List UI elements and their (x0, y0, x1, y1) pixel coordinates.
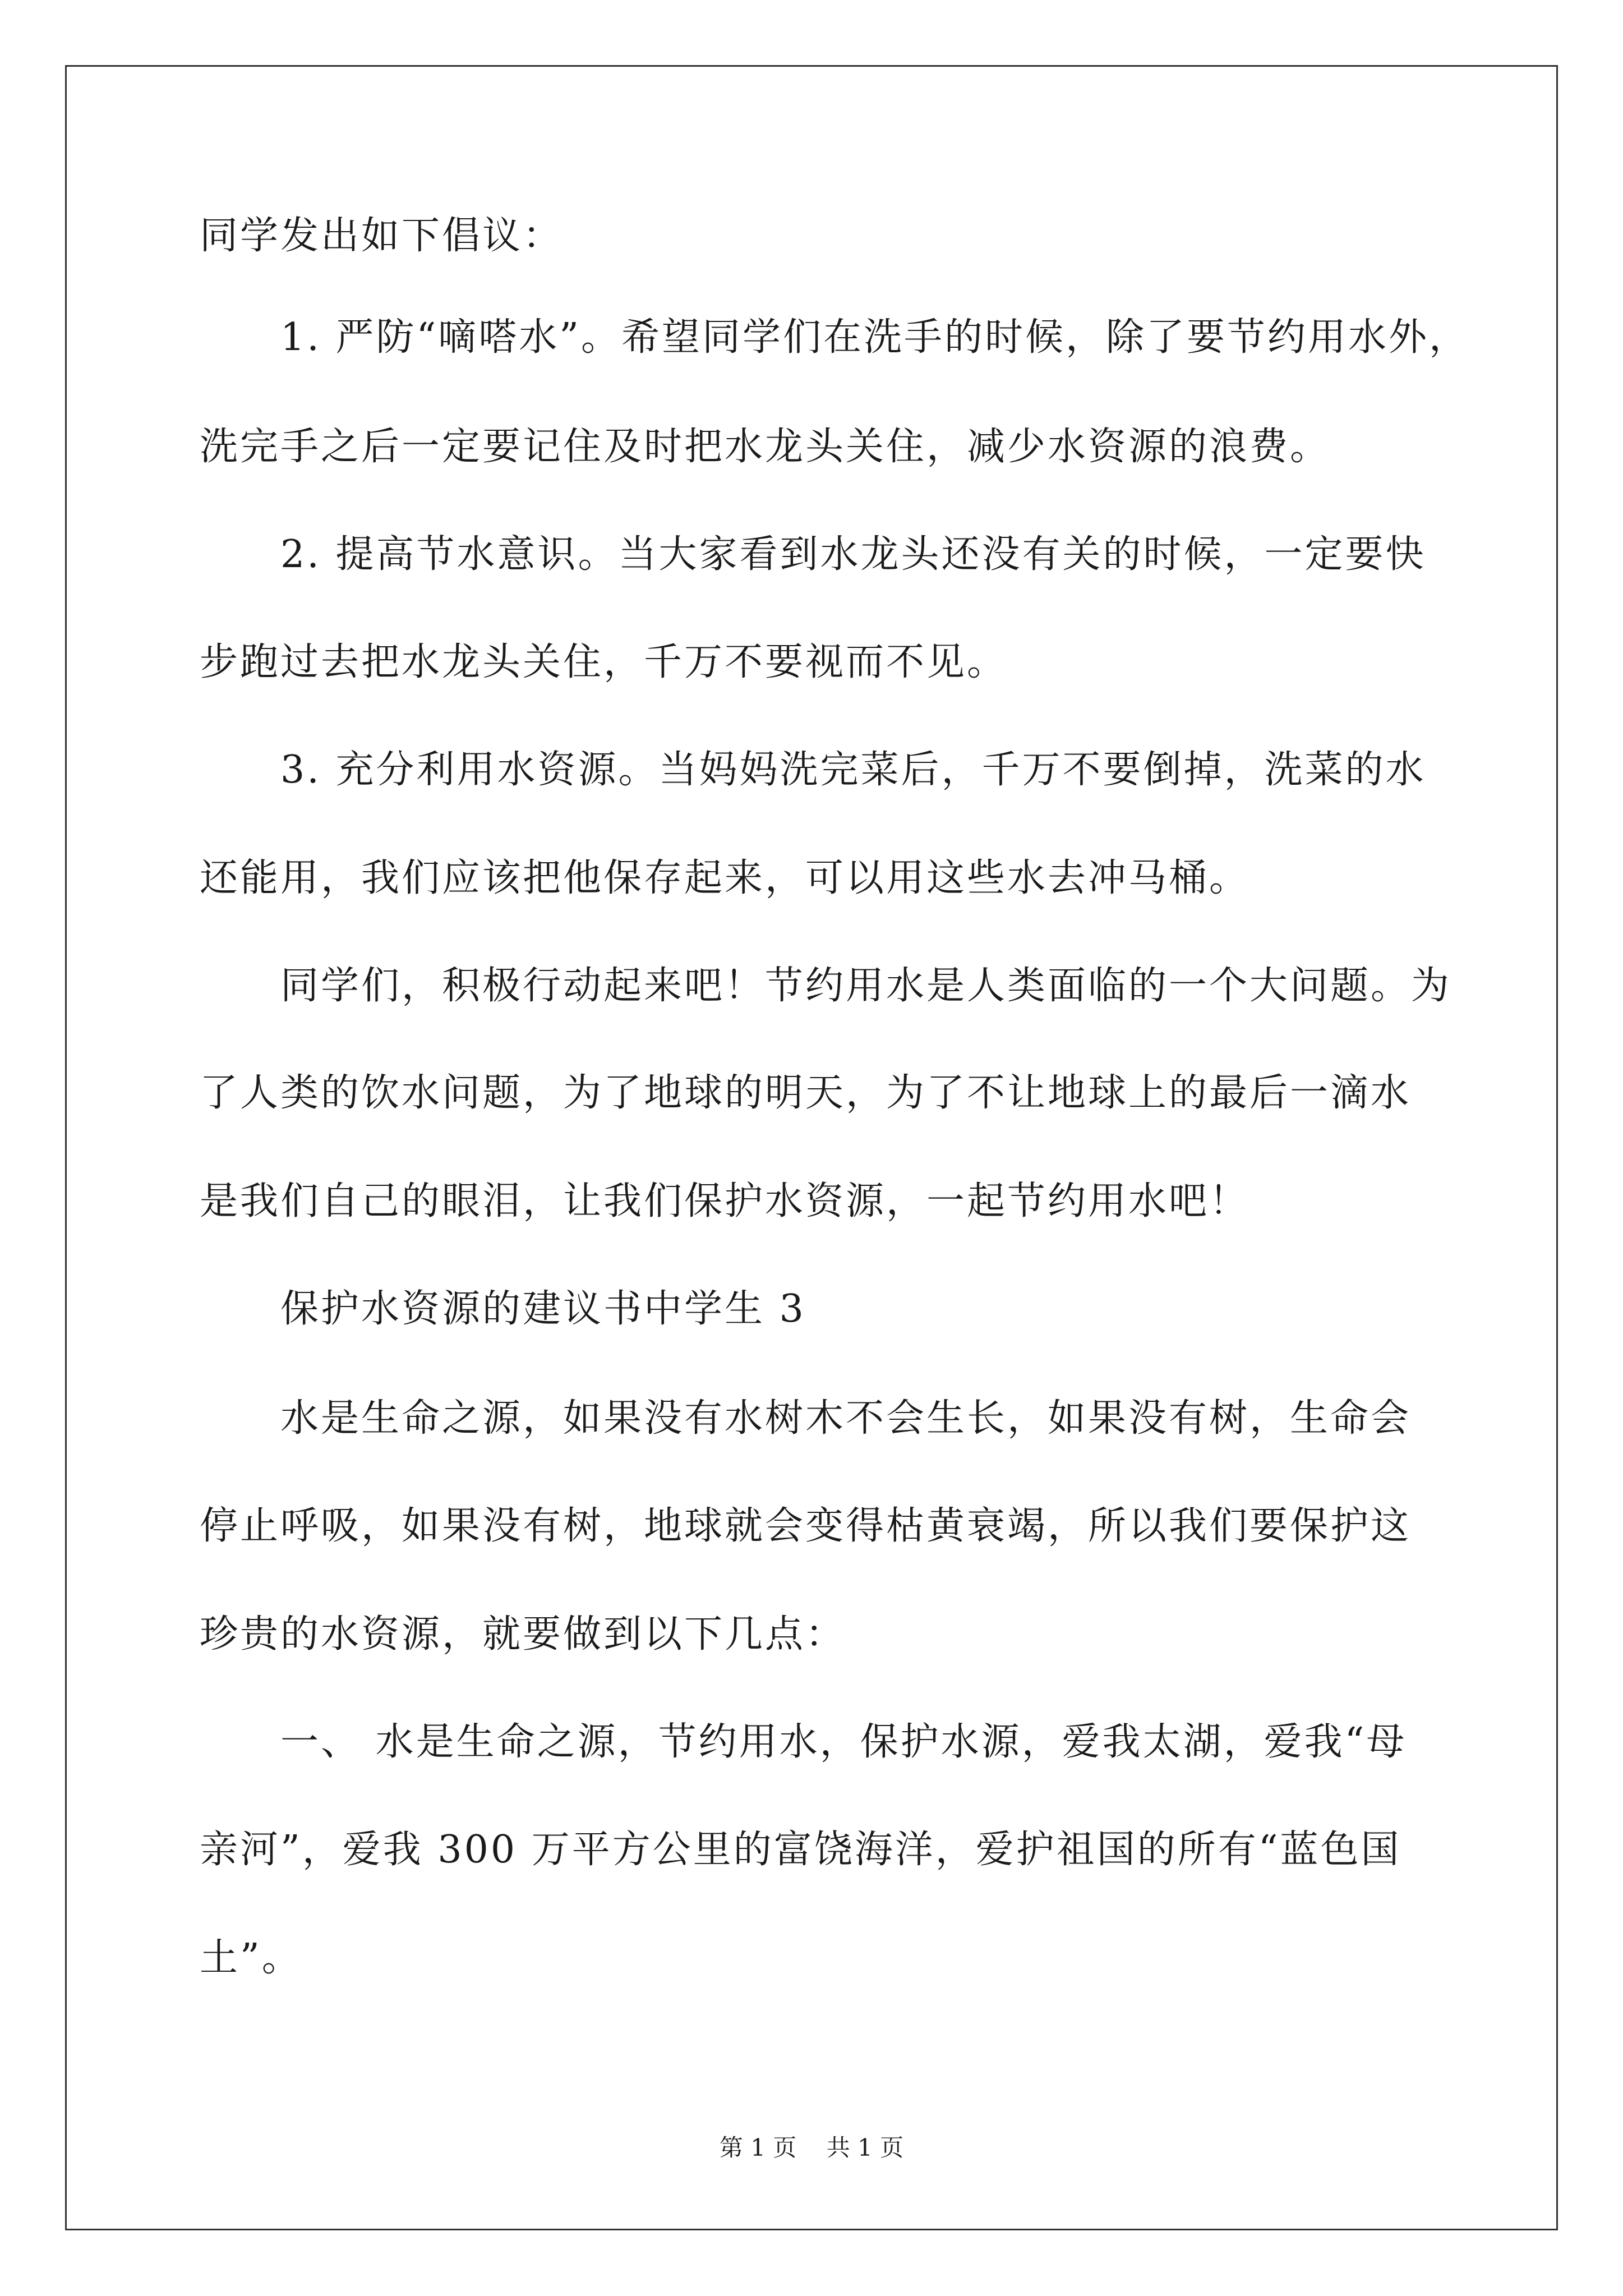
text-line: 2. 提高节水意识。当大家看到水龙头还没有关的时候，一定要快 (280, 532, 1426, 577)
text-line: 了人类的饮水问题，为了地球的明天，为了不让地球上的最后一滴水 (200, 1071, 1412, 1115)
text-line: 珍贵的水资源，就要做到以下几点： (200, 1612, 846, 1657)
text-line: 步跑过去把水龙头关住，千万不要视而不见。 (200, 640, 1008, 684)
text-line: 一、 水是生命之源，节约用水，保护水源，爱我太湖，爱我“母 (280, 1720, 1407, 1764)
text-line: 土”。 (200, 1936, 302, 1980)
text-line: 同学们，积极行动起来吧！节约用水是人类面临的一个大问题。为 (280, 964, 1452, 1008)
text-line: 还能用，我们应该把他保存起来，可以用这些水去冲马桶。 (200, 856, 1250, 900)
text-line: 3. 充分利用水资源。当妈妈洗完菜后，千万不要倒掉，洗菜的水 (280, 748, 1426, 792)
text-line: 同学发出如下倡议： (200, 214, 564, 258)
page-footer: 第 1 页 共 1 页 (719, 2134, 904, 2161)
section-heading: 保护水资源的建议书中学生 3 (280, 1287, 806, 1331)
text-line: 停止呼吸，如果没有树，地球就会变得枯黄衰竭，所以我们要保护这 (200, 1504, 1412, 1548)
text-line: 水是生命之源，如果没有水树木不会生长，如果没有树，生命会 (280, 1396, 1412, 1441)
text-line: 亲河”，爱我 300 万平方公里的富饶海洋，爱护祖国的所有“蓝色国 (200, 1828, 1401, 1872)
text-line: 1. 严防“嘀嗒水”。希望同学们在洗手的时候，除了要节约用水外， (280, 315, 1470, 360)
text-line: 是我们自己的眼泪，让我们保护水资源，一起节约用水吧！ (200, 1179, 1250, 1223)
page-border (65, 65, 1558, 2230)
text-line: 洗完手之后一定要记住及时把水龙头关住，减少水资源的浪费。 (200, 425, 1331, 469)
